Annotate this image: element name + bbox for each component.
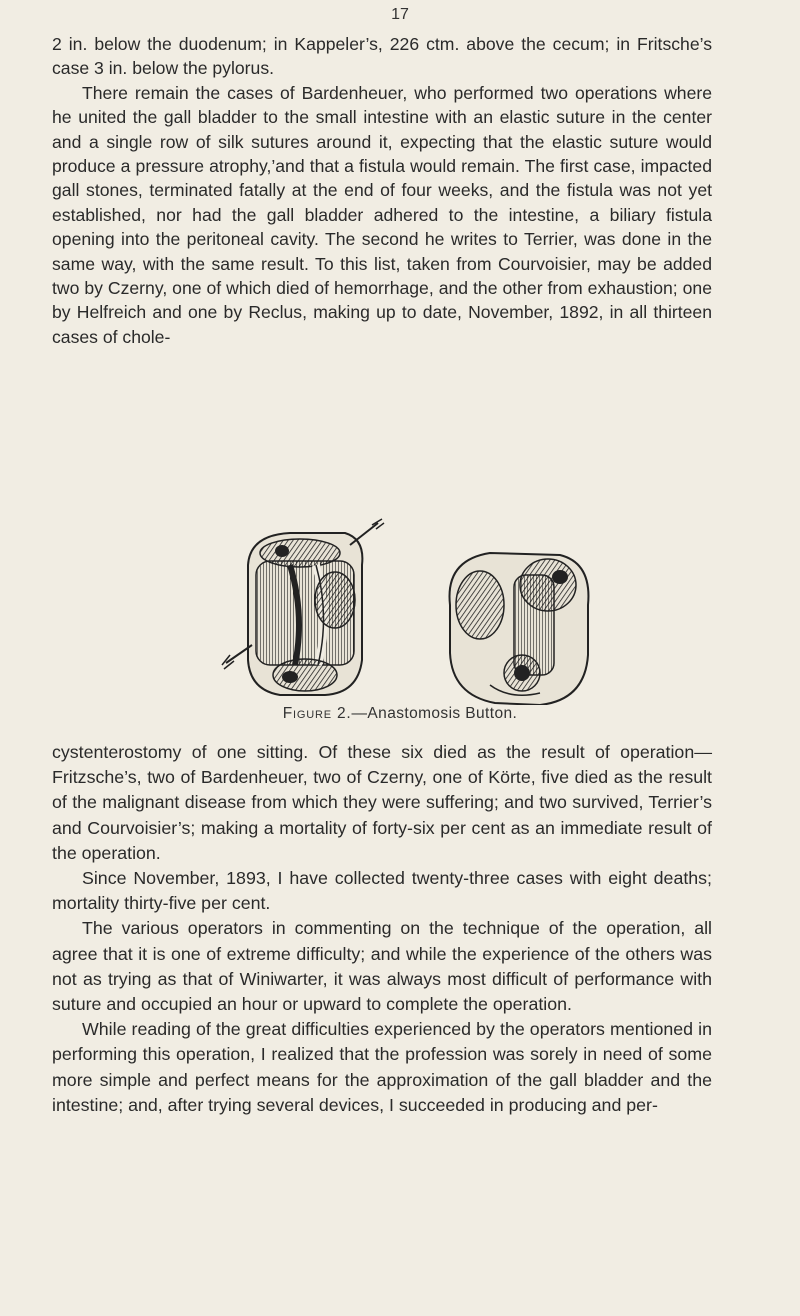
- paragraph: While reading of the great difficulties experienced by the operators mentioned in performing this operation, I realized that the profession was sorely in need of some more simple and perfect means for the approximation of the gall bladder and the intestine; and, after trying several devices, I succeeded in producing and per-: [52, 1019, 712, 1115]
- paragraph: cystenterostomy of one sitting. Of these six died as the result of operation—Fritzsche’s, two of Bardenheuer, two of Czerny, one of Körte, five died as the result of the malignant disease from which they were suffering; and two survived, Terrier’s and Courvoisier’s; making a mortality of forty-six per cent as an immediate result of the operation.: [52, 742, 712, 863]
- paragraph: 2 in. below the duodenum; in Kappeler’s, 226 ctm. above the cecum; in Fritsche’s case 3 in. below the pylorus.: [52, 34, 712, 79]
- text-block-bottom: [52, 740, 712, 1118]
- paragraph: The various operators in commenting on the technique of the operation, all agree that it is one of extreme difficulty; and while the experience of the others was not as trying as that of Winiwarter, it was always most difficult of performance with suture and occupied an hour or upward to complete the operation.: [52, 918, 712, 1015]
- figure-title: —Anastomosis Button.: [351, 705, 518, 722]
- figure-label: Figure 2.: [282, 705, 352, 722]
- button-right-part: [450, 553, 589, 705]
- anastomosis-button-illustration: [200, 515, 620, 705]
- figure-caption: [0, 705, 800, 723]
- page-number: 17: [391, 6, 409, 23]
- paragraph: There remain the cases of Bardenheuer, who performed two operations where he united the gall bladder to the small intestine with an elastic suture in the center and a single row of silk sutures around it, expecting that the elastic suture would produce a pressure atrophy,’and that a fistula would remain. The first case, impacted gall stones, terminated fatally at the end of four weeks, and the fistula was not yet established, nor had the gall bladder adhered to the intestine, a biliary fistula opening into the peritoneal cavity. The second he writes to Terrier, was done in the same way, with the same result. To this list, taken from Courvoisier, may be added two by Czerny, one of which died of hemorrhage, and the other from exhaustion; one by Helfreich and one by Reclus, making up to date, November, 1892, in all thirteen cases of chole-: [52, 82, 712, 347]
- paragraph: Since November, 1893, I have collected twenty-three cases with eight deaths; mortality thirty-five per cent.: [52, 868, 712, 914]
- button-left-part: [222, 519, 384, 695]
- text-block-top: [52, 32, 712, 349]
